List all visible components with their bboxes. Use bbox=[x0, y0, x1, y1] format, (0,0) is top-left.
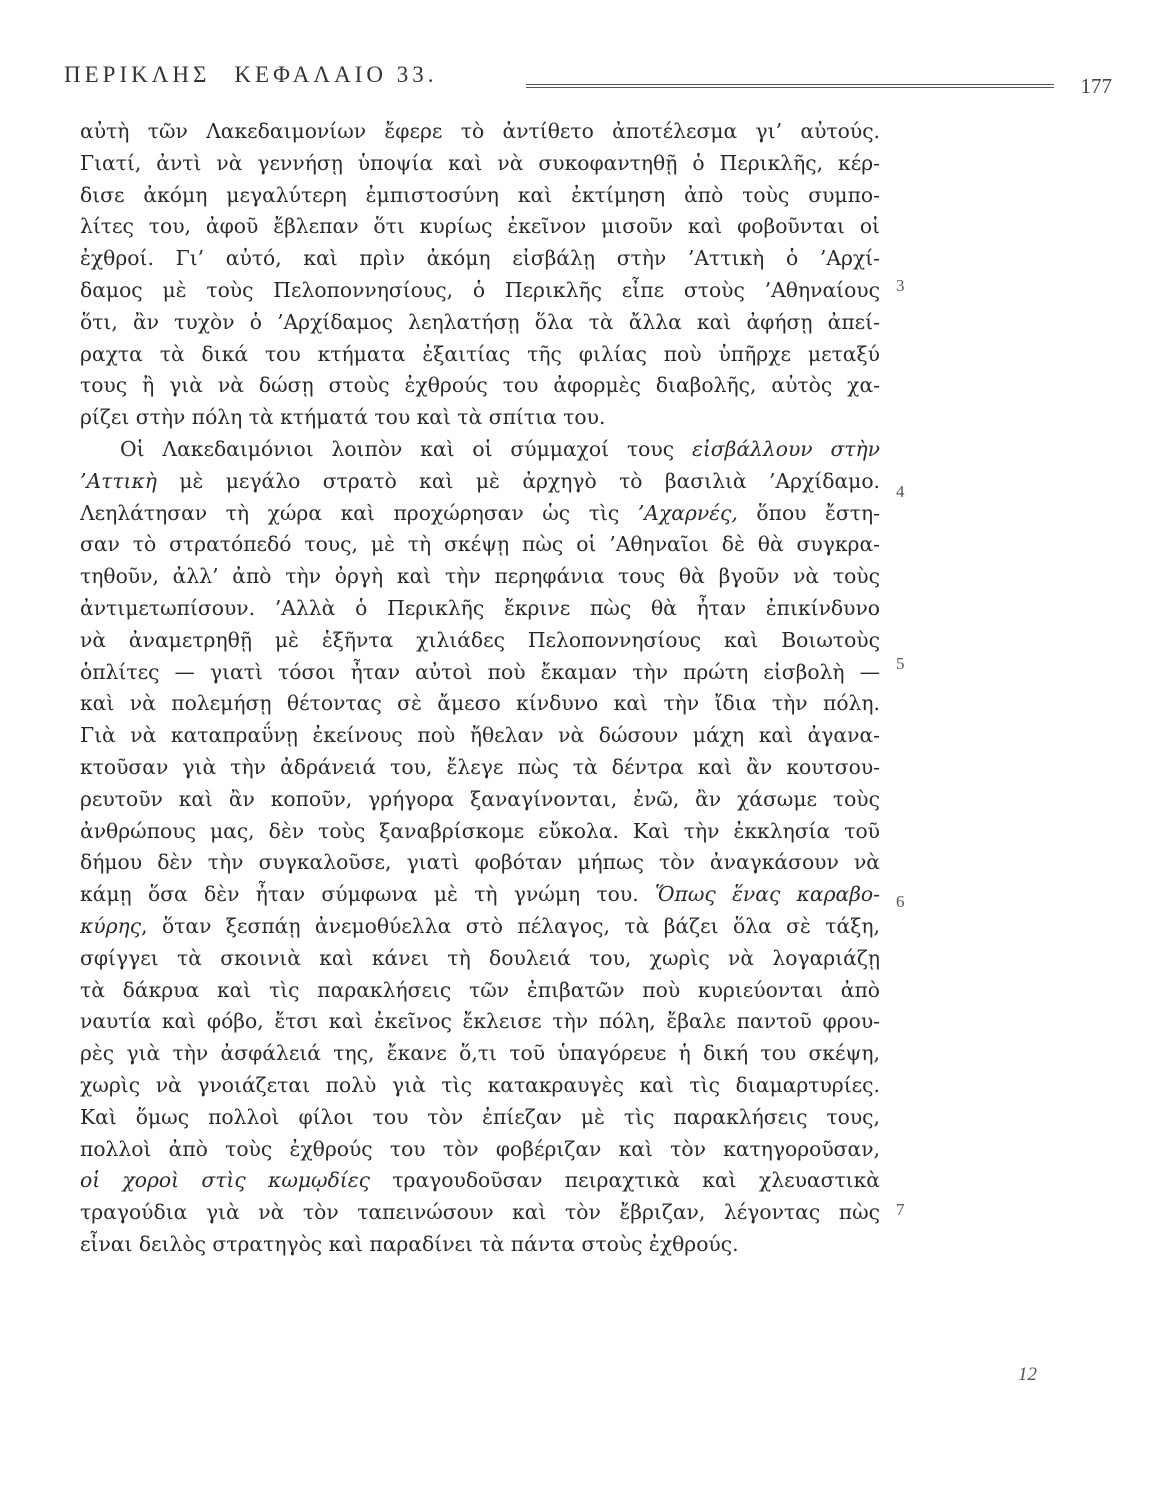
text-line bbox=[80, 498, 880, 530]
text-line: ραχτα τὰ δικά του κτήματα ἐξαιτίας τῆς φιλίας ποὺ ὑπῆρχε μεταξύ bbox=[80, 341, 880, 366]
text-line: ἀντιμετωπίσουν. ’Αλλὰ ὁ Περικλῆς ἔκρινε πὼς θὰ ἦταν ἐπικίνδυνο bbox=[80, 595, 880, 620]
paragraph-number: 7 bbox=[896, 1200, 905, 1219]
text-segment: Λεηλάτησαν τὴ χώρα καὶ προχώρησαν ὡς τὶς bbox=[80, 500, 620, 525]
italic-phrase: εἰσβάλλουν στὴν bbox=[691, 436, 880, 461]
text-line: τραγούδια γιὰ νὰ τὸν ταπεινώσουν καὶ τὸν ἔβριζαν, λέγοντας πὼς bbox=[80, 1200, 880, 1225]
text-line: κύρης, ὅταν ξεσπάῃ ἀνεμοθύελλα στὸ πέλαγος, τὰ βάζει ὅλα σὲ τάξη, bbox=[80, 913, 880, 938]
text-line: ὁπλίτες — γιατὶ τόσοι ἦταν αὐτοὶ ποὺ ἔκαμαν τὴν πρώτη εἰσβολὴ — bbox=[80, 659, 880, 684]
text-line: δαμος μὲ τοὺς Πελοποννησίους, ὁ Περικλῆς εἶπε στοὺς ’Αθηναίους bbox=[80, 277, 880, 302]
text-line: ὅτι, ἂν τυχὸν ὁ ’Αρχίδαμος λεηλατήσῃ ὅλα τὰ ἄλλα καὶ ἀφήσῃ ἀπεί- bbox=[80, 309, 880, 334]
text-line: ἐχθροί. Γι’ αὐτό, καὶ πρὶν ἀκόμη εἰσβάλῃ στὴν ’Αττικὴ ὁ ’Αρχί- bbox=[80, 246, 880, 271]
text-line: νὰ ἀναμετρηθῇ μὲ ἑξῆντα χιλιάδες Πελοποννησίους καὶ Βοιωτοὺς bbox=[80, 627, 880, 652]
text-segment: τραγουδοῦσαν πειραχτικὰ καὶ χλευαστικὰ bbox=[392, 1168, 880, 1193]
printer-signature: 12 bbox=[1018, 1364, 1037, 1385]
text-segment: ὅπου ἔστη- bbox=[756, 500, 880, 525]
text-line: τους ἢ γιὰ νὰ δώσῃ στοὺς ἐχθρούς του ἀφορμὲς διαβολῆς, αὐτὸς χα- bbox=[80, 373, 880, 398]
page-number: 177 bbox=[1080, 74, 1112, 98]
text-line: ρίζει στὴν πόλη τὰ κτήματά του καὶ τὰ σπίτια του. bbox=[80, 405, 606, 430]
text-line: ρευτοῦν καὶ ἂν κοποῦν, γρήγορα ξαναγίνονται, ἐνῶ, ἂν χάσωμε τοὺς bbox=[80, 786, 880, 811]
text-segment: μὲ μεγάλο στρατὸ καὶ μὲ ἀρχηγὸ τὸ βασιλιὰ ’Αρχίδαμο. bbox=[179, 468, 880, 493]
text-line: λίτες του, ἀφοῦ ἔβλεπαν ὅτι κυρίως ἐκεῖνον μισοῦν καὶ φοβοῦνται οἱ bbox=[80, 214, 880, 239]
header-chapter-number: 33. bbox=[396, 62, 438, 87]
header-rule bbox=[526, 84, 1054, 88]
text-segment: κάμῃ ὅσα δὲν ἦταν σύμφωνα μὲ τὴ γνώμη του. bbox=[80, 882, 639, 907]
italic-phrase: ’Αττικὴ bbox=[80, 468, 157, 493]
paragraph-number: 3 bbox=[896, 276, 905, 295]
text-line: Καὶ ὅμως πολλοὶ φίλοι του τὸν ἐπίεζαν μὲ τὶς παρακλήσεις τους, bbox=[80, 1104, 880, 1129]
text-line: τὰ δάκρυα καὶ τὶς παρακλήσεις τῶν ἐπιβατῶν ποὺ κυριεύονται ἀπὸ bbox=[80, 977, 880, 1002]
paragraph-number: 4 bbox=[896, 482, 905, 501]
header-chapter-label: ΚΕΦΑΛΑΙΟ bbox=[234, 62, 387, 87]
text-line: δήμου δὲν τὴν συγκαλοῦσε, γιατὶ φοβόταν μήπως τὸν ἀναγκάσουν νὰ bbox=[80, 850, 880, 875]
text-line: καὶ νὰ πολεμήσῃ θέτοντας σὲ ἄμεσο κίνδυνο καὶ τὴν ἴδια τὴν πόλη. bbox=[80, 691, 880, 716]
text-line: ναυτία καὶ φόβο, ἔτσι καὶ ἐκεῖνος ἔκλεισε τὴν πόλη, ἔβαλε παντοῦ φρου- bbox=[80, 1009, 880, 1034]
running-header bbox=[64, 62, 1112, 98]
text-line bbox=[80, 879, 880, 911]
header-book-name: ΠΕΡΙΚΛΗΣ bbox=[64, 62, 211, 87]
text-line: σφίγγει τὰ σκοινιὰ καὶ κάνει τὴ δουλειά του, χωρὶς νὰ λογαριάζῃ bbox=[80, 945, 880, 970]
text-line bbox=[80, 1165, 880, 1197]
text-line: τηθοῦν, ἀλλ’ ἀπὸ τὴν ὀργὴ καὶ τὴν περηφάνια τους θὰ βγοῦν νὰ τοὺς bbox=[80, 564, 880, 589]
paragraph-number: 6 bbox=[896, 892, 905, 911]
italic-phrase: Ὅπως ἕνας καραβο- bbox=[654, 882, 880, 907]
italic-phrase: κύρης bbox=[80, 913, 142, 938]
text-line: δισε ἀκόμη μεγαλύτερη ἐμπιστοσύνη καὶ ἐκτίμηση ἀπὸ τοὺς συμπο- bbox=[80, 182, 880, 207]
header-title bbox=[64, 62, 437, 88]
text-line: ἀνθρώπους μας, δὲν τοὺς ξαναβρίσκομε εὔκολα. Καὶ τὴν ἐκκλησία τοῦ bbox=[80, 818, 880, 843]
text-line: πολλοὶ ἀπὸ τοὺς ἐχθρούς του τὸν φοβέριζαν καὶ τὸν κατηγοροῦσαν, bbox=[80, 1136, 880, 1161]
body-text bbox=[80, 116, 880, 1261]
text-line bbox=[80, 466, 880, 498]
text-segment: Οἱ Λακεδαιμόνιοι λοιπὸν καὶ οἱ σύμμαχοί τους bbox=[120, 436, 675, 461]
text-line: εἶναι δειλὸς στρατηγὸς καὶ παραδίνει τὰ πάντα στοὺς ἐχθρούς. bbox=[80, 1231, 739, 1256]
text-segment: ὅταν ξεσπάῃ ἀνεμοθύελλα στὸ πέλαγος, τὰ βάζει ὅλα σὲ τάξη, bbox=[161, 913, 880, 938]
paragraph-number: 5 bbox=[896, 654, 905, 673]
text-line: σαν τὸ στρατόπεδό τους, μὲ τὴ σκέψῃ πὼς οἱ ’Αθηναῖοι δὲ θὰ συγκρα- bbox=[80, 532, 880, 557]
text-line: ρὲς γιὰ τὴν ἀσφάλειά της, ἔκανε ὅ,τι τοῦ ὑπαγόρευε ἡ δική του σκέψη, bbox=[80, 1041, 880, 1066]
text-line: αὐτὴ τῶν Λακεδαιμονίων ἔφερε τὸ ἀντίθετο ἀποτέλεσμα γι’ αὐτούς. bbox=[80, 119, 880, 143]
text-line: Γιατί, ἀντὶ νὰ γεννήσῃ ὑποψία καὶ νὰ συκοφαντηθῇ ὁ Περικλῆς, κέρ- bbox=[80, 150, 880, 175]
italic-phrase: ’Αχαρνές, bbox=[637, 500, 738, 525]
text-line: Γιὰ νὰ καταπραΰνῃ ἐκείνους ποὺ ἤθελαν νὰ δώσουν μάχη καὶ ἀγανα- bbox=[80, 723, 880, 748]
italic-phrase: οἱ χοροὶ στὶς κωμῳδίες bbox=[80, 1168, 371, 1193]
text-line: κτοῦσαν γιὰ τὴν ἀδράνειά του, ἔλεγε πὼς τὰ δέντρα καὶ ἂν κουτσου- bbox=[80, 754, 880, 779]
text-line: χωρὶς νὰ γνοιάζεται πολὺ γιὰ τὶς κατακραυγὲς καὶ τὶς διαμαρτυρίες. bbox=[80, 1072, 880, 1097]
text-line bbox=[80, 434, 880, 466]
